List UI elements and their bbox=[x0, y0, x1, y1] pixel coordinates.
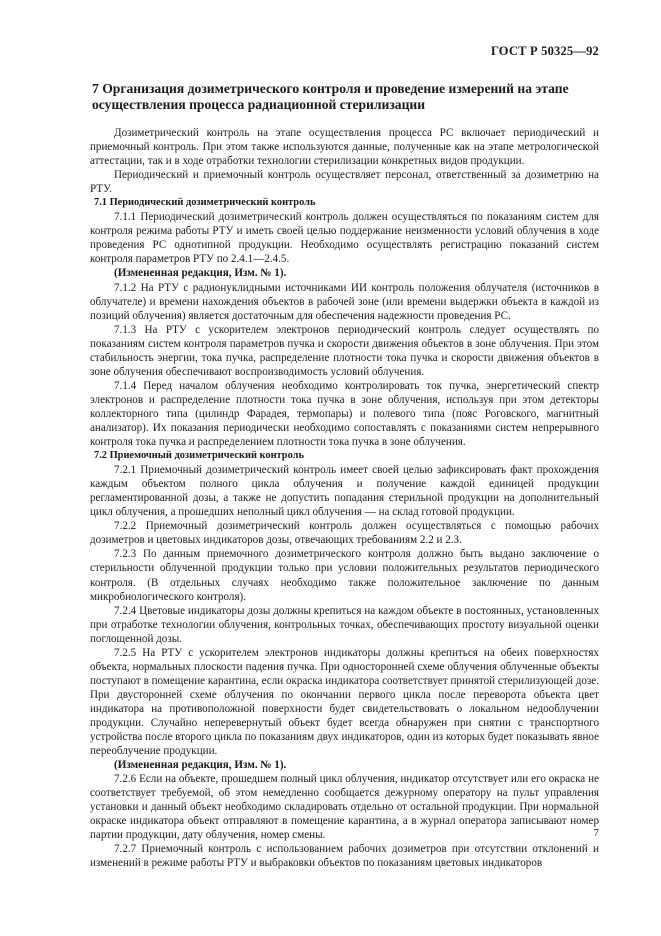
paragraph-7-2-2: 7.2.2 Приемочный дозиметрический контроль должен осуществляться с помощью рабочих дозиметров и цветовых индикаторов дозы, отвечающих требованиям 2.2 и 2.3. bbox=[90, 520, 599, 547]
standard-header: ГОСТ Р 50325—92 bbox=[490, 44, 599, 58]
paragraph-7-1-2: 7.1.2 На РТУ с радионуклидными источниками ИИ контроль положения облучателя (источников в облучателе) и времени нахождения объектов в рабочей зоне (или времени выдержки объекта в каждой из позиций облучения) является достаточным для обеспечения надежности проведения РС. bbox=[90, 281, 599, 322]
subsection-heading-7-2: 7.2 Приемочный дозиметрический контроль bbox=[94, 450, 304, 462]
paragraph-7-2-7: 7.2.7 Приемочный контроль с использованием рабочих дозиметров при отсутствии отклонений и изменений в режиме работы РТУ и выбраковки объектов по показаниям цветовых индикаторов bbox=[90, 843, 599, 870]
amendment-note: (Измененная редакция, Изм. № 1). bbox=[114, 759, 287, 772]
paragraph: Дозиметрический контроль на этапе осуществления процесса РС включает периодический и приемочный контроль. При этом также используются данные, полученные как на этапе метрологической аттестации, так и в ходе отработки технологии стерилизации конкретных видов продукции. bbox=[90, 127, 599, 168]
body-text bbox=[90, 126, 599, 870]
paragraph-7-2-1: 7.2.1 Приемочный дозиметрический контроль имеет своей целью зафиксировать факт прохождения каждым объектом полного цикла облучения и получение каждой единицей продукции регламентированной дозы, а также не допустить попадания стерильной продукции на дополнительный цикл облучения, а прошедших неполный цикл облучения — на склад готовой продукции. bbox=[90, 464, 599, 519]
paragraph-7-2-6: 7.2.6 Если на объекте, прошедшем полный цикл облучения, индикатор отсутствует или его окраска не соответствует требуемой, об этом немедленно сообщается дежурному оператору на пульт управления установки и данный объект необходимо складировать отдельно от остальной продукции. При нормальной окраске индикатора объект отправляют в помещение карантина, а в журнал оператора записывают номер партии продукции, дату облучения, номер смены. bbox=[90, 773, 599, 842]
paragraph: Периодический и приемочный контроль осуществляет персонал, ответственный за дозиметрию на РТУ. bbox=[90, 169, 599, 196]
paragraph-7-2-5: 7.2.5 На РТУ с ускорителем электронов индикаторы должны крепиться на обеих поверхностях объекта, нормальных плоскости падения пучка. При односторонней схеме облучения облученные объекты поступают в помещение карантина, если окраска индикатора соответствует принятой стерилизующей дозе. При двусторонней схеме облучения по окончании первого цикла после переворота объекта цвет индикатора на противоположной поверхности будет свидетельствовать о локальном недооблучении продукции. Случайно неперевернутый объект будет всегда обнаружен при снятии с транспортного устройства после второго цикла по показаниям двух индикаторов, один из которых будет показывать явное переоблучение продукции. bbox=[90, 646, 599, 758]
page-number: 7 bbox=[593, 827, 599, 839]
paragraph-7-1-4: 7.1.4 Перед началом облучения необходимо контролировать ток пучка, энергетический спектр электронов и распределение плотности тока пучка в зоне облучения, используя при этом детекторы коллекторного типа (цилиндр Фарадея, термопары) и полевого типа (пояс Роговского, магнитный анализатор). Их показания периодически необходимо сопоставлять с показаниями систем непрерывного контроля тока пучка и распределением плотности тока пучка в зоне облучения. bbox=[90, 379, 599, 449]
amendment-note: (Измененная редакция, Изм. № 1). bbox=[114, 267, 287, 280]
paragraph-7-2-4: 7.2.4 Цветовые индикаторы дозы должны крепиться на каждом объекте в постоянных, установленных при отработке технологии облучения, контрольных точках, обеспечивающих простоту визуальной оценки поглощенной дозы. bbox=[90, 604, 599, 645]
paragraph-7-1-1: 7.1.1 Периодический дозиметрический контроль должен осуществляться по показаниям систем для контроля режима работы РТУ и иметь своей целью поддержание неизменности условий облучения в ходе проведения РС однотипной продукции. Необходимо осуществлять регистрацию показаний систем контроля параметров РТУ по 2.4.1—2.4.5. bbox=[90, 211, 599, 266]
paragraph-7-1-3: 7.1.3 На РТУ с ускорителем электронов периодический контроль следует осуществлять по показаниям систем контроля параметров пучка и скорости движения объектов в зоне облучения. При этом стабильность энергии, тока пучка, распределение плотности тока пучка и скорости движения объектов в зоне облучения обеспечивают воспроизводимость условий облучения. bbox=[90, 323, 599, 378]
section-title: 7 Организация дозиметрического контроля и проведение измерений на этапе осуществления процесса радиационной стерилизации bbox=[92, 81, 569, 112]
paragraph-7-2-3: 7.2.3 По данным приемочного дозиметрического контроля должно быть выдано заключение о стерильности облученной продукции только при условии положительных результатов периодического контроля. (В отдельных случаях необходимо также положительное заключение по данным микробиологического контроля). bbox=[90, 548, 599, 603]
subsection-heading-7-1: 7.1 Периодический дозиметрический контроль bbox=[94, 197, 316, 209]
